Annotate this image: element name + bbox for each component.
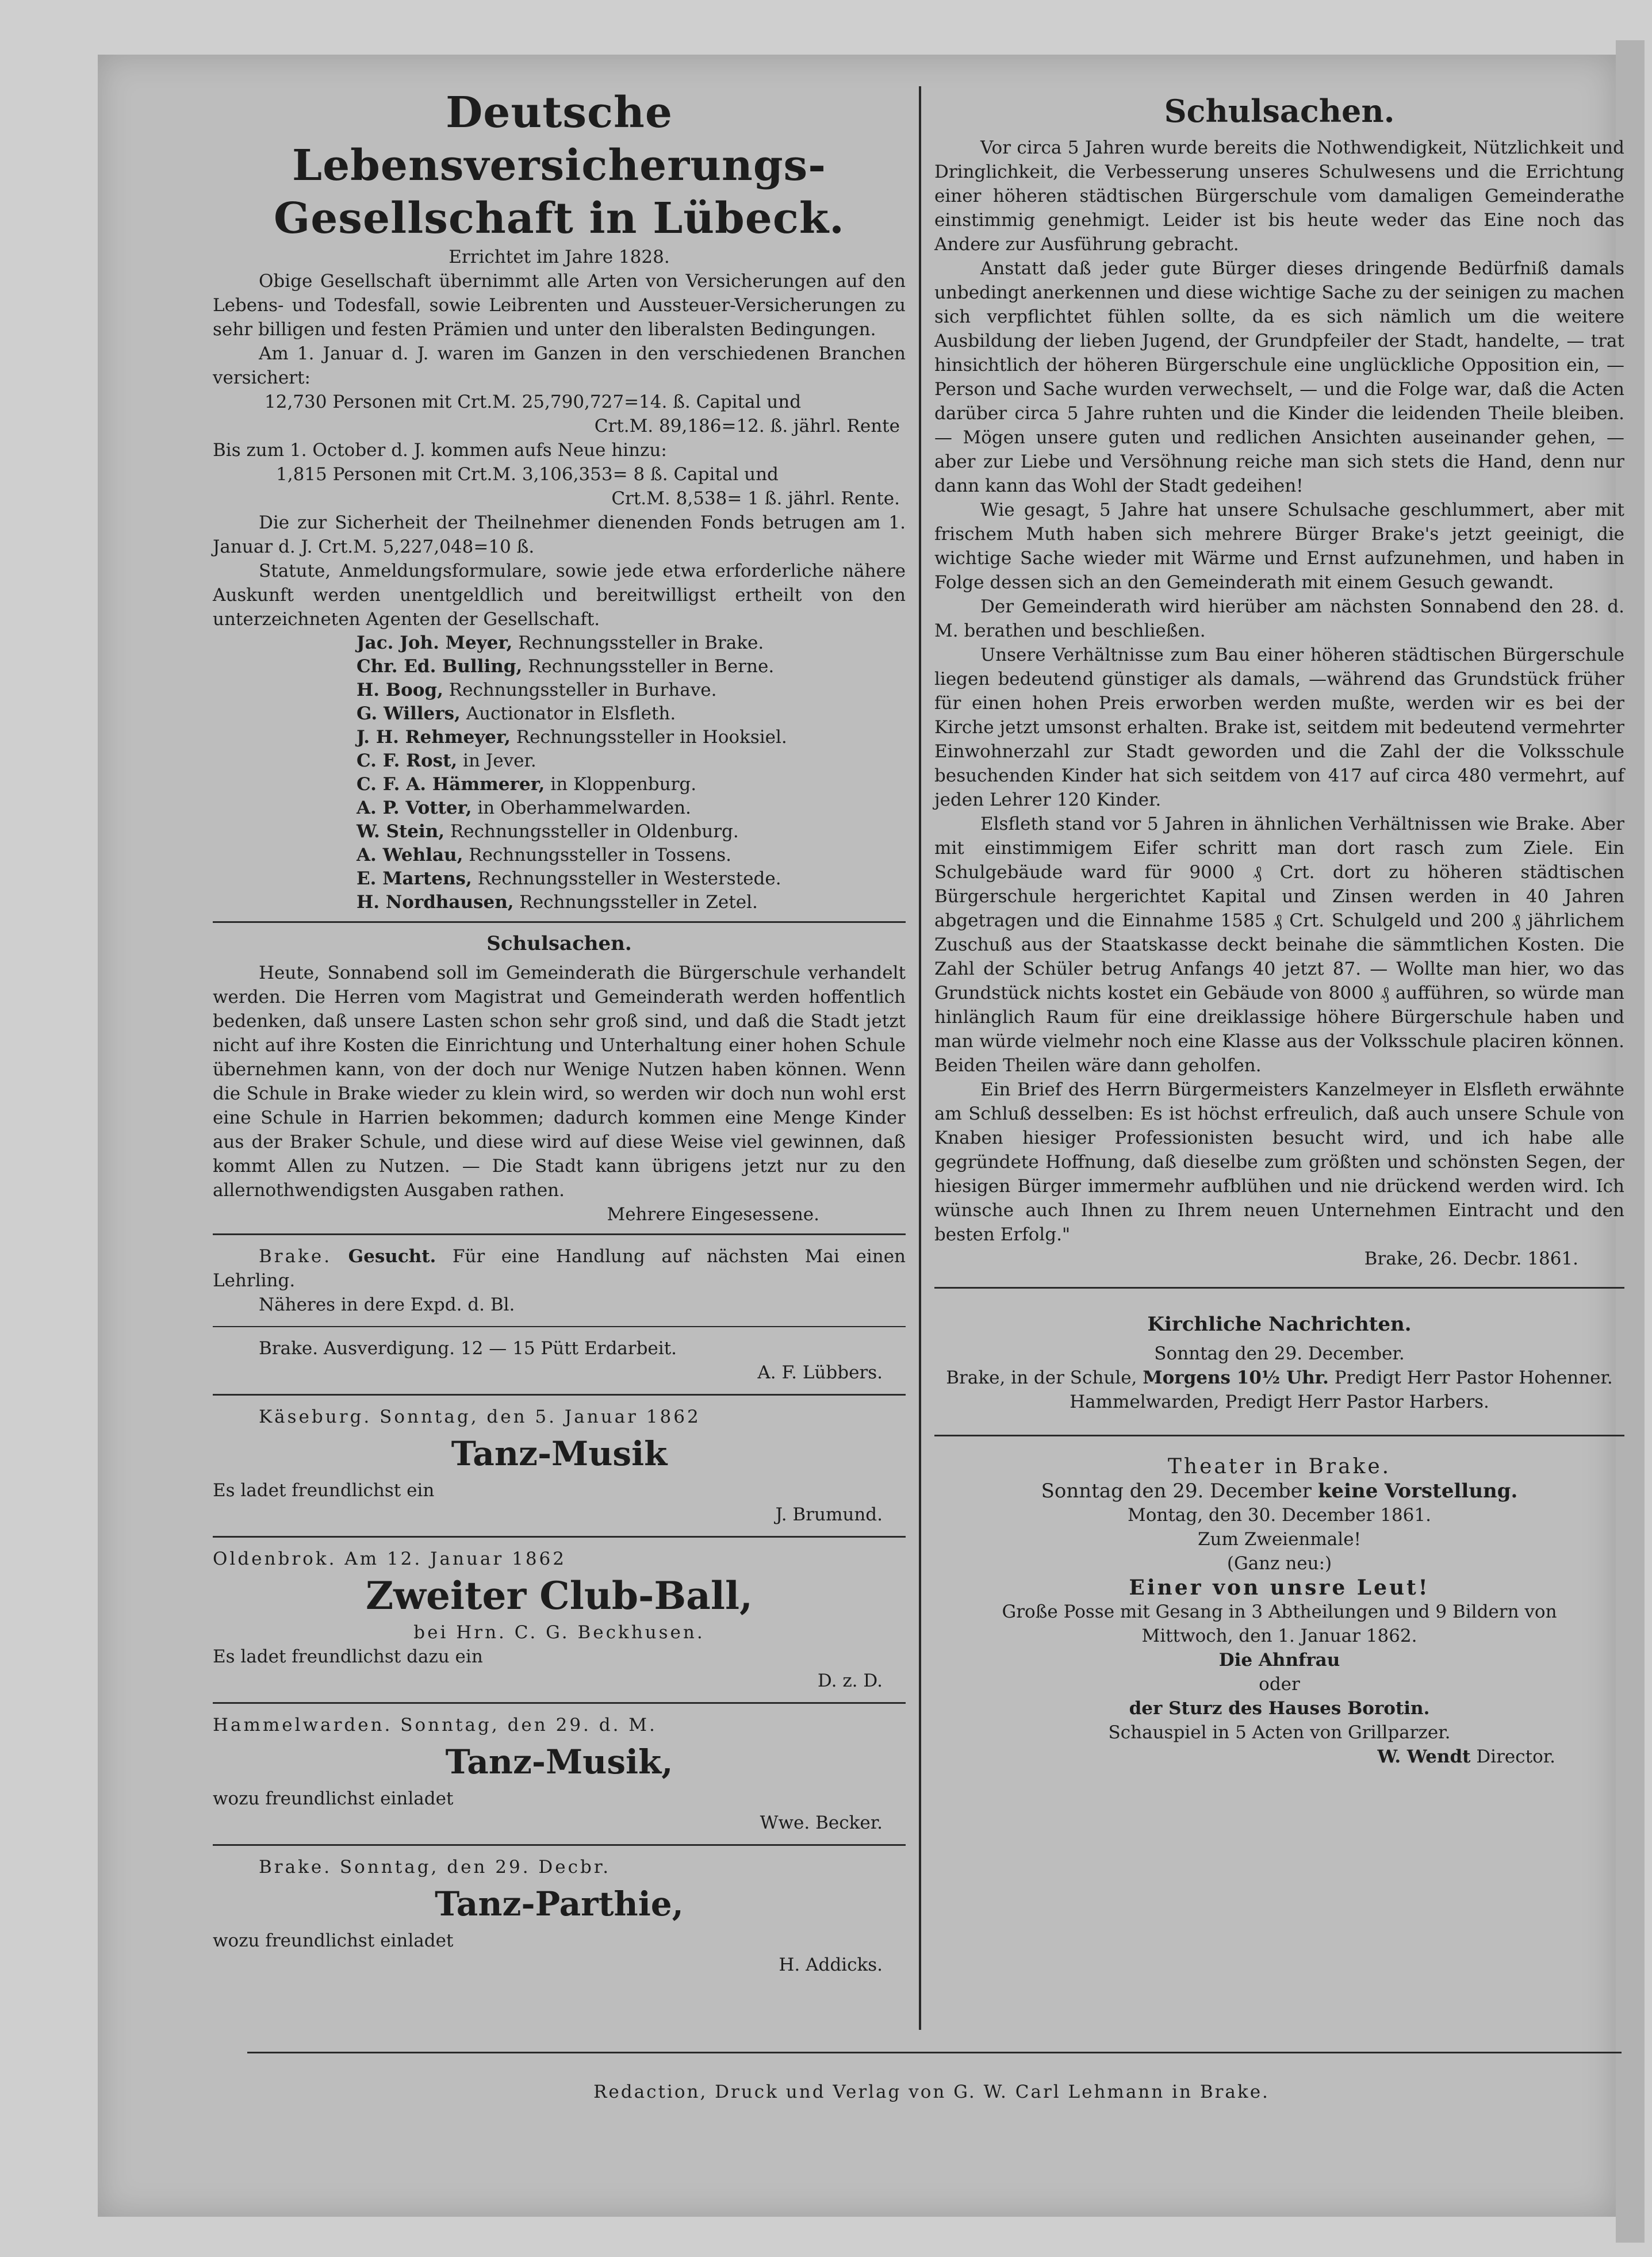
divider	[213, 921, 906, 923]
agent-desc: Rechnungssteller in Westerstede.	[472, 868, 781, 889]
schulsachen-left-sign: Mehrere Eingesessene.	[607, 1204, 819, 1225]
agent-name: H. Nordhausen,	[357, 892, 514, 913]
schulsachen-left-title: Schulsachen.	[486, 932, 632, 955]
agent-name: A. Wehlau,	[357, 845, 463, 865]
ad-lehrling	[213, 1242, 906, 1319]
kirch-date: Sonntag den 29. December.	[1154, 1343, 1405, 1364]
schulsachen-paragraph: Unsere Verhältnisse zum Bau einer höheren städtischen Bürgerschule liegen bedeutend günstiger als damals, —während das Grundstück früher für einen hohen Preis erworben werden mußte, werden wir es bei der Kirche jetzt umsonst erhalten. Brake ist, seitdem mit bedeutend vermehrter Einwohnerzahl zur Stadt geworden und die Zahl der die Volksschule besuchenden Kinder hat sich seitdem von 417 auf circa 480 vermehrt, auf jeden Lehrer 120 Kinder.	[934, 645, 1624, 810]
footer-divider	[247, 2052, 1622, 2053]
agent-name: A. P. Votter,	[357, 798, 472, 818]
agent-item	[357, 655, 906, 679]
agent-name: W. Stein,	[357, 821, 445, 842]
agent-desc: Rechnungssteller in Berne.	[522, 656, 775, 677]
agent-item	[357, 773, 906, 796]
divider	[934, 1287, 1624, 1289]
theater-play2b: oder	[1259, 1674, 1300, 1695]
agent-item	[357, 867, 906, 891]
stat2-rente: Crt.M. 8,538= 1 ß. jährl. Rente.	[611, 488, 900, 509]
agent-desc: Rechnungssteller in Brake.	[512, 633, 764, 653]
kirch-line2: Hammelwarden, Predigt Herr Pastor Harbers.	[1070, 1392, 1489, 1412]
ad-hammelwarden-invite: wozu freundlichst einladet	[213, 1788, 454, 1809]
october-line: Bis zum 1. October d. J. kommen aufs Neue hinzu:	[213, 440, 667, 461]
kirch-line1-pre: Brake, in der Schule,	[946, 1367, 1137, 1388]
agent-name: G. Willers,	[357, 703, 461, 724]
agent-desc: Rechnungssteller in Tossens.	[463, 845, 732, 865]
agent-item	[357, 749, 906, 773]
imprint-footer: Redaction, Druck und Verlag von G. W. Carl Lehmann in Brake.	[593, 2082, 1270, 2102]
ad-oldenbrok-head: Oldenbrok. Am 12. Januar 1862	[213, 1549, 566, 1569]
theater-director-name: W. Wendt	[1377, 1746, 1471, 1767]
ad-brake-tanz-title: Tanz-Parthie,	[435, 1884, 684, 1923]
agent-item	[357, 679, 906, 702]
column-divider	[919, 86, 921, 2030]
ad-oldenbrok	[213, 1545, 906, 1695]
theater-line6: Mittwoch, den 1. Januar 1862.	[1141, 1626, 1417, 1646]
agent-name: C. F. A. Hämmerer,	[357, 774, 545, 795]
agent-desc: Rechnungssteller in Oldenburg.	[444, 821, 739, 842]
ad-lehrling-place: Brake.	[259, 1246, 332, 1267]
ad-kaeseburg-head: Käseburg. Sonntag, den 5. Januar 1862	[259, 1407, 701, 1427]
agent-name: H. Boog,	[357, 680, 443, 700]
founded-line: Errichtet im Jahre 1828.	[449, 247, 670, 267]
ad-brake-tanz-invite: wozu freundlichst einladet	[213, 1930, 454, 1951]
agent-item	[357, 726, 906, 749]
statute-line: Statute, Anmeldungsformulare, sowie jede etwa erforderliche nähere Auskunft werden unentgeldlich und bereitwilligst ertheilt von den unterzeichneten Agenten der Gesellschaft.	[213, 561, 906, 630]
agent-name: J. H. Rehmeyer,	[357, 727, 511, 748]
fonds-line: Die zur Sicherheit der Theilnehmer dienenden Fonds betrugen am 1. Januar d. J. Crt.M. 5,227,048=10 ß.	[213, 512, 906, 557]
theater-director-title: Director.	[1476, 1746, 1555, 1767]
theater-line7: Schauspiel in 5 Acten von Grillparzer.	[1108, 1722, 1451, 1743]
schulsachen-paragraph: Wie gesagt, 5 Jahre hat unsere Schulsache geschlummert, aber mit frischem Muth haben sich mehrere Bürger Brake's jetzt geeinigt, die wichtige Sache wieder mit Wärme und Ernst aufzunehmen, und haben in Folge dessen sich an den Gemeinderath mit einem Gesuch gewandt.	[934, 500, 1624, 593]
insurance-title-line2: Gesellschaft in Lübeck.	[274, 194, 845, 243]
ad-lehrling-info: Näheres in dere Expd. d. Bl.	[259, 1294, 515, 1315]
insurance-intro: Obige Gesellschaft übernimmt alle Arten von Versicherungen auf den Lebens- und Todesfall, sowie Leibrenten und Aussteuer-Versicherungen zu sehr billigen und festen Prämien und unter den liberalsten Bedingungen.	[213, 271, 906, 340]
ad-oldenbrok-sub: bei Hrn. C. G. Beckhusen.	[413, 1622, 705, 1643]
stat1-rente: Crt.M. 89,186=12. ß. jährl. Rente	[594, 416, 900, 436]
agent-item	[357, 844, 906, 867]
schulsachen-right-sign: Brake, 26. Decbr. 1861.	[1364, 1248, 1578, 1269]
theater-play2a: Die Ahnfrau	[1218, 1650, 1340, 1670]
agent-name: Chr. Ed. Bulling,	[357, 656, 523, 677]
schulsachen-left	[213, 930, 906, 1227]
kirch-line1	[934, 1366, 1624, 1390]
theater-line5: Große Posse mit Gesang in 3 Abtheilungen und 9 Bildern von	[1002, 1601, 1557, 1622]
left-column	[213, 86, 906, 1979]
theater-line1-pre: Sonntag den 29. December	[1041, 1480, 1312, 1503]
kirch-line1-bold: Morgens 10½ Uhr.	[1143, 1367, 1329, 1388]
agent-desc: Auctionator in Elsfleth.	[460, 703, 676, 724]
insurance-title-line1: Deutsche Lebensversicherungs-	[292, 88, 826, 190]
theater-line4: (Ganz neu:)	[1226, 1553, 1332, 1574]
january-line: Am 1. Januar d. J. waren im Ganzen in den verschiedenen Branchen versichert:	[213, 343, 906, 388]
ad-kaeseburg-invite: Es ladet freundlichst ein	[213, 1480, 435, 1501]
ad-brake-tanz-head: Brake. Sonntag, den 29. Decbr.	[259, 1857, 611, 1877]
schulsachen-paragraph: Anstatt daß jeder gute Bürger dieses dringende Bedürfniß damals unbedingt anerkennen und diese wichtige Sache zu der seinigen zu machen sich verpflichtet fühlen sollte, da es sich nämlich um die weitere Ausbildung der lieben Jugend, der Grundpfeiler der Stadt, handelte, — trat hinsichtlich der höheren Bürgerschule eine unglückliche Opposition ein, — Person und Sache wurden verwechselt, — und die Folge war, daß die Acten darüber circa 5 Jahre ruhten und die Kinder die leidenden Theile bleiben. — Mögen unsere guten und redlichen Ansichten auseinander gehen, — aber zur Liebe und Versöhnung reiche man sich stets die Hand, denn nur dann kann das Wohl der Stadt gedeihen!	[934, 258, 1624, 496]
ad-erdarbeit-text: Brake. Ausverdigung. 12 — 15 Pütt Erdarbeit.	[259, 1338, 677, 1359]
agent-desc: in Kloppenburg.	[545, 774, 697, 795]
ad-brake-tanz-sign: H. Addicks.	[779, 1955, 883, 1975]
agent-item	[357, 796, 906, 820]
ad-brake-tanz	[213, 1853, 906, 1979]
stat1-capital: 12,730 Personen mit Crt.M. 25,790,727=14. ß. Capital und	[265, 392, 802, 412]
schulsachen-paragraph: Vor circa 5 Jahren wurde bereits die Nothwendigkeit, Nützlichkeit und Dringlichkeit, die Verbesserung unseres Schulwesens und die Errichtung einer höheren städtischen Bürgerschule vom damaligen Gemeinderathe einstimmig genehmigt. Leider ist bis heute weder das Eine noch das Andere zur Ausführung gebracht.	[934, 137, 1624, 255]
theater-line2: Montag, den 30. December 1861.	[1128, 1505, 1431, 1526]
divider	[213, 1233, 906, 1235]
theater-line3: Zum Zweienmale!	[1198, 1529, 1361, 1550]
right-column	[934, 86, 1624, 1769]
divider	[213, 1536, 906, 1538]
agent-item	[357, 891, 906, 914]
theater-play1: Einer von unsre Leut!	[1129, 1576, 1430, 1600]
agent-desc: Rechnungssteller in Hooksiel.	[510, 727, 787, 748]
theater-line1	[934, 1479, 1624, 1503]
kirch-title: Kirchliche Nachrichten.	[1147, 1313, 1412, 1336]
divider	[213, 1844, 906, 1846]
ad-hammelwarden-title: Tanz-Musik,	[445, 1742, 673, 1781]
kirch-line1-post: Predigt Herr Pastor Hohenner.	[1334, 1367, 1613, 1388]
theater-director	[934, 1745, 1624, 1769]
ad-lehrling-rest: Für eine Handlung auf nächsten Mai einen Lehrling.	[213, 1246, 906, 1291]
divider	[213, 1326, 906, 1327]
agent-item	[357, 702, 906, 726]
agent-list	[213, 631, 906, 914]
agent-item	[357, 631, 906, 655]
kirchliche-nachrichten	[934, 1296, 1624, 1414]
ad-lehrling-text	[213, 1244, 906, 1293]
agent-desc: in Oberhammelwarden.	[472, 798, 691, 818]
schulsachen-right-title: Schulsachen.	[1164, 93, 1395, 129]
agent-item	[357, 820, 906, 844]
insurance-advert	[213, 86, 906, 914]
ad-erdarbeit-sign: A. F. Lübbers.	[757, 1362, 883, 1383]
ad-kaeseburg	[213, 1403, 906, 1529]
ad-oldenbrok-invite: Es ladet freundlichst dazu ein	[213, 1646, 483, 1667]
theater-advert	[934, 1443, 1624, 1769]
ad-lehrling-bold: Gesucht.	[348, 1246, 436, 1267]
schulsachen-left-text: Heute, Sonnabend soll im Gemeinderath die Bürgerschule verhandelt werden. Die Herren vom Magistrat und Gemeinderath werden hoffentlich bedenken, daß unsere Lasten schon sehr groß sind, und daß die Stadt jetzt nicht auf ihre Kosten die Einrichtung und Unterhaltung einer hohen Schule übernehmen kann, von der doch nur Wenige Nutzen haben können. Wenn die Schule in Brake wieder zu klein wird, so werden wir doch nun wohl erst eine Schule in Harrien bekommen; dadurch kommen eine Menge Kinder aus der Braker Schule, und diese wird auf diese Weise viel gewinnen, daß kommt Allen zu Nutzen. — Die Stadt kann übrigens jetzt nur zu den allernothwendigsten Ausgaben rathen.	[213, 963, 906, 1201]
agent-desc: in Jever.	[457, 750, 536, 771]
agent-name: C. F. Rost,	[357, 750, 458, 771]
theater-title: Theater in Brake.	[1167, 1455, 1392, 1478]
divider	[934, 1435, 1624, 1436]
ad-oldenbrok-sign: D. z. D.	[817, 1670, 883, 1691]
agent-desc: Rechnungssteller in Zetel.	[513, 892, 758, 913]
divider	[213, 1702, 906, 1704]
ad-erdarbeit	[213, 1334, 906, 1387]
agent-desc: Rechnungssteller in Burhave.	[443, 680, 717, 700]
ad-hammelwarden	[213, 1711, 906, 1837]
stat2-capital: 1,815 Personen mit Crt.M. 3,106,353= 8 ß. Capital und	[276, 464, 779, 485]
ad-hammelwarden-head: Hammelwarden. Sonntag, den 29. d. M.	[213, 1715, 657, 1735]
theater-play2c: der Sturz des Hauses Borotin.	[1129, 1698, 1430, 1719]
schulsachen-paragraph: Elsfleth stand vor 5 Jahren in ähnlichen Verhältnissen wie Brake. Aber mit einstimmigem Eifer schritt man dort rasch zum Ziele. Ein Schulgebäude ward für 9000 ₰ Crt. dort zu höheren städtischen Bürgerschule hergerichtet Kapital und Zinsen werden in 40 Jahren abgetragen und die Einnahme 1585 ₰ Crt. Schulgeld und 200 ₰ jährlichem Zuschuß aus der Staatskasse deckt beinahe die sämmtlichen Kosten. Die Zahl der Schüler betrug Anfangs 40 jetzt 87. — Wollte man hier, wo das Grundstück nichts kostet ein Gebäude von 8000 ₰ aufführen, so würde man hinlänglich Raum für eine dreiklassige höhere Bürgerschule haben und man würde vielmehr noch eine Klasse aus der Volksschule placiren können. Beiden Theilen wäre dann geholfen.	[934, 814, 1624, 1076]
ad-oldenbrok-title: Zweiter Club-Ball,	[365, 1573, 753, 1618]
divider	[213, 1394, 906, 1396]
agent-name: Jac. Joh. Meyer,	[357, 633, 513, 653]
ad-kaeseburg-sign: J. Brumund.	[775, 1504, 883, 1525]
schulsachen-paragraph: Ein Brief des Herrn Bürgermeisters Kanzelmeyer in Elsfleth erwähnte am Schluß desselben: Es ist höchst erfreulich, daß auch unsere Schule von Knaben hiesiger Professionisten besucht wird, und ich habe alle gegründete Hoffnung, daß dieselbe zum größten und schönsten Segen, der hiesigen Bürger immermehr aufblühen und nie drückend werden wird. Ich wünsche auch Ihnen zu Ihrem neuen Unternehmen Eintracht und den besten Erfolg."	[934, 1079, 1624, 1245]
schulsachen-paragraph: Der Gemeinderath wird hierüber am nächsten Sonnabend den 28. d. M. berathen und beschließen.	[934, 596, 1624, 641]
agent-name: E. Martens,	[357, 868, 472, 889]
ad-hammelwarden-sign: Wwe. Becker.	[760, 1813, 883, 1833]
theater-line1-bold: keine Vorstellung.	[1317, 1480, 1518, 1503]
ad-kaeseburg-title: Tanz-Musik	[451, 1434, 668, 1473]
